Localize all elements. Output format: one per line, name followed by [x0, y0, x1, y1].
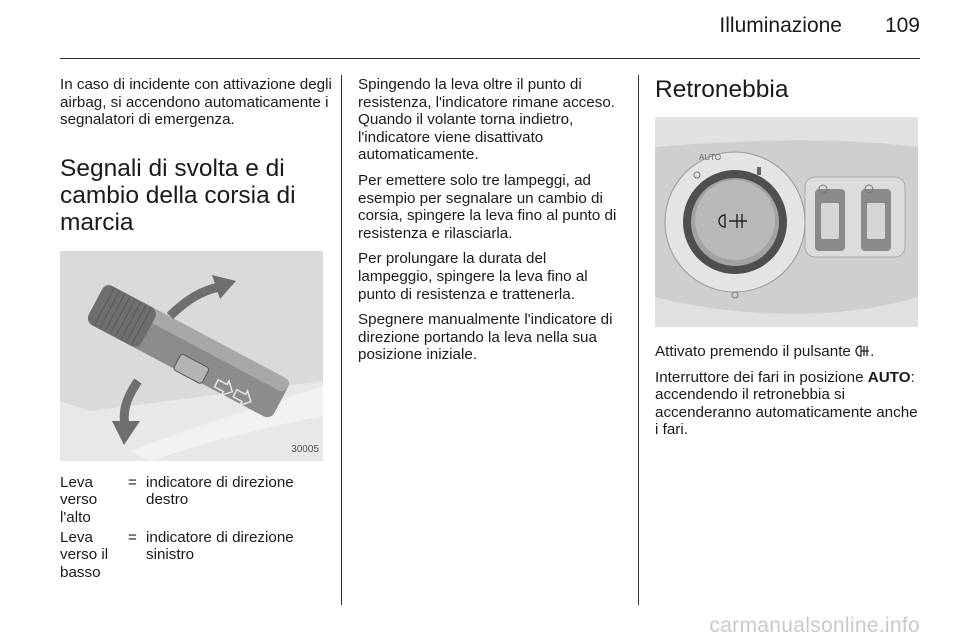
column-divider: [638, 75, 639, 605]
intro-paragraph: In caso di incidente con attivazione degli airbag, si accendono automaticamente i segnalatori di emergenza.: [60, 76, 332, 129]
definition-equals: =: [128, 528, 137, 546]
turn-signal-lever-illustration: [60, 251, 323, 461]
turn-signal-lever-figure: [60, 251, 323, 461]
chapter-title: Illuminazione: [719, 14, 842, 37]
paragraph: Per prolungare la durata del lampeggio, spingere la leva fino al punto di resistenza e trattenerla.: [358, 250, 588, 303]
section-heading-rear-fog: Retronebbia: [655, 76, 789, 103]
rear-fog-lamp-icon: [855, 344, 870, 358]
paragraph-fog-button: Attivato premendo il pulsante .: [655, 343, 875, 360]
header-rule: [60, 58, 920, 59]
light-switch-figure: [655, 117, 918, 327]
column-divider: [341, 75, 342, 605]
column-1: [60, 76, 332, 583]
definition-equals: =: [128, 473, 137, 491]
definition-term: Leva verso l'alto: [60, 473, 98, 526]
definition-description: indicatore di direzione destro: [146, 473, 294, 509]
paragraph: Per emettere solo tre lampeggi, ad esempio per segnalare un cambio di corsia, spingere la leva fino al punto di resistenza e rilasciarla.: [358, 171, 617, 242]
auto-keyword: AUTO: [867, 368, 911, 386]
auto-switch-label: AUTO: [699, 153, 722, 162]
figure-number: 30005: [291, 444, 319, 456]
section-heading-turn-signals: Segnali di svolta e di cambio della corsia di marcia: [60, 154, 296, 236]
watermark: carmanualsonline.info: [709, 614, 920, 637]
light-switch-illustration: [655, 117, 918, 327]
definition-row: [60, 529, 332, 582]
column-3: [655, 76, 920, 447]
definition-row: [60, 474, 332, 527]
definition-description: indicatore di direzione sinistro: [146, 528, 294, 564]
definition-term: Leva verso il basso: [60, 528, 109, 581]
page-number: 109: [884, 14, 920, 37]
paragraph: Spingendo la leva oltre il punto di resistenza, l'indicatore rimane acceso. Quando il volante torna indietro, l'indicatore viene disattivato automaticamente.: [358, 76, 615, 164]
paragraph: Spegnere manualmente l'indicatore di direzione portando la leva nella sua posizione iniziale.: [358, 311, 613, 364]
paragraph-auto-mode: Interruttore dei fari in posizione AUTO: accendendo il retronebbia si accenderanno automaticamente anche i fari.: [655, 368, 918, 439]
column-2: [358, 76, 622, 372]
